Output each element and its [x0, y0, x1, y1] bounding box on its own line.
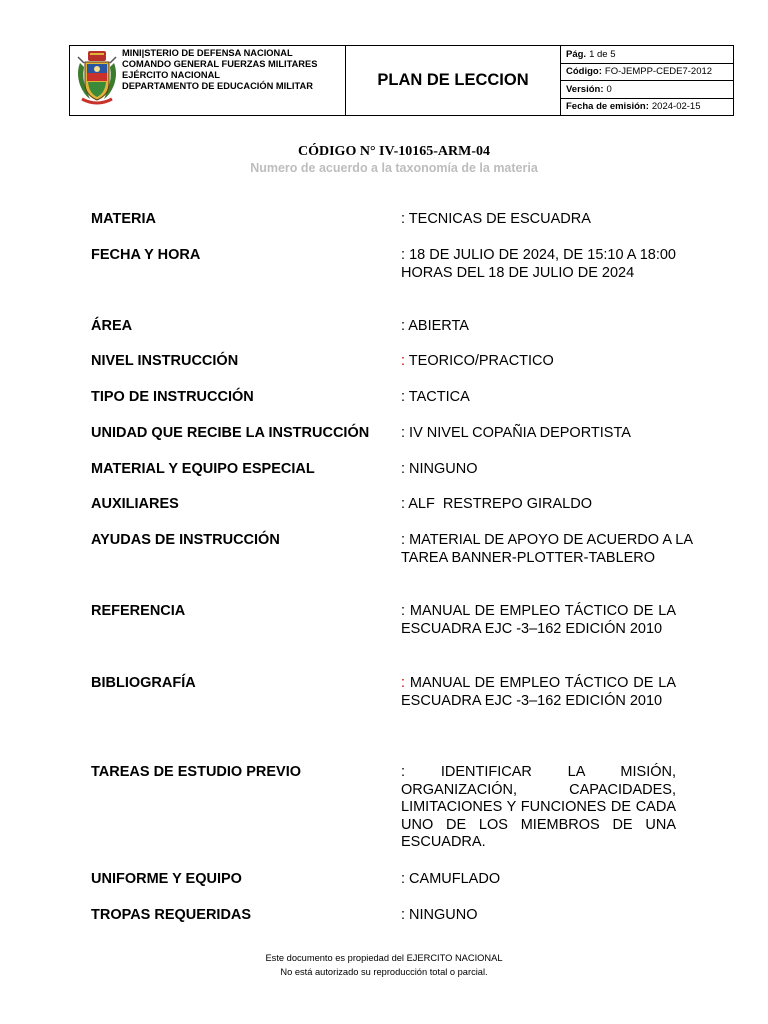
field-label: UNIDAD QUE RECIBE LA INSTRUCCIÓN — [91, 425, 370, 441]
meta-value: 1 de 5 — [589, 48, 616, 60]
organization-name — [122, 48, 317, 92]
meta-version — [561, 81, 733, 99]
meta-label: Versión: — [566, 83, 604, 95]
field-value: : MATERIAL DE APOYO DE ACUERDO A LA TAREA BANNER-PLOTTER-TABLERO — [401, 532, 693, 566]
lesson-code: CÓDIGO N° IV-10165-ARM-04 — [298, 144, 490, 159]
field-label: TAREAS DE ESTUDIO PREVIO — [91, 764, 302, 780]
org-line: COMANDO GENERAL FUERZAS MILITARES — [122, 59, 318, 69]
meta-label: Pág. — [566, 48, 587, 60]
org-line: EJÉRCITO NACIONAL — [122, 70, 220, 80]
field-value: : NINGUNO — [401, 461, 478, 477]
taxonomy-subtitle: Numero de acuerdo a la taxonomía de la materia — [250, 161, 538, 175]
field-label: REFERENCIA — [91, 603, 186, 619]
document-title: PLAN DE LECCION — [346, 46, 561, 115]
field-value: : CAMUFLADO — [401, 871, 501, 887]
field-value: : IV NIVEL COPAÑIA DEPORTISTA — [401, 425, 631, 441]
field-label: UNIFORME Y EQUIPO — [91, 871, 242, 887]
field-value: : NINGUNO — [401, 907, 478, 923]
field-label: TROPAS REQUERIDAS — [91, 907, 252, 923]
field-value: : IDENTIFICAR LA MISIÓN, ORGANIZACIÓN, CAPACIDADES, LIMITACIONES Y FUNCIONES DE CADA UNO DE LOS MIEMBROS DE UNA ESCUADRA. — [401, 764, 676, 850]
field-label: BIBLIOGRAFÍA — [91, 675, 196, 691]
field-label: NIVEL INSTRUCCIÓN — [91, 353, 239, 369]
field-value: : TACTICA — [401, 389, 470, 405]
field-value: : ABIERTA — [401, 318, 469, 334]
field-label: TIPO DE INSTRUCCIÓN — [91, 389, 254, 405]
field-label: MATERIA — [91, 211, 156, 227]
field-label: MATERIAL Y EQUIPO ESPECIAL — [91, 461, 315, 477]
document-meta — [561, 46, 733, 115]
field-value: : TEORICO/PRACTICO — [401, 353, 554, 369]
field-label: AUXILIARES — [91, 496, 179, 512]
field-value: : MANUAL DE EMPLEO TÁCTICO DE LA ESCUADRA EJC -3–162 EDICIÓN 2010 — [401, 603, 676, 637]
meta-page — [561, 46, 733, 64]
meta-label: Código: — [566, 66, 602, 78]
meta-value: FO-JEMPP-CEDE7-2012 — [604, 66, 713, 78]
field-value: : 18 DE JULIO DE 2024, DE 15:10 A 18:00 HORAS DEL 18 DE JULIO DE 2024 — [401, 247, 676, 281]
meta-code — [561, 64, 733, 82]
meta-issue-date — [561, 99, 733, 116]
footer-line: No está autorizado su reproducción total o parcial. — [280, 967, 488, 977]
field-value: : MANUAL DE EMPLEO TÁCTICO DE LA ESCUADRA EJC -3–162 EDICIÓN 2010 — [401, 675, 676, 709]
field-label: FECHA Y HORA — [91, 247, 201, 263]
army-coat-of-arms-logo — [76, 49, 118, 105]
document-header — [69, 45, 734, 116]
meta-value: 0 — [606, 83, 612, 95]
meta-label: Fecha de emisión: — [566, 101, 649, 113]
meta-value: 2024-02-15 — [651, 101, 701, 113]
field-value: : ALF RESTREPO GIRALDO — [401, 496, 592, 512]
page-footer — [0, 951, 768, 979]
org-line: DEPARTAMENTO DE EDUCACIÓN MILITAR — [122, 81, 313, 91]
org-line: MINI|STERIO DE DEFENSA NACIONAL — [122, 48, 293, 58]
field-value: : TECNICAS DE ESCUADRA — [401, 211, 591, 227]
field-label: ÁREA — [91, 318, 133, 334]
footer-line: Este documento es propiedad del EJERCITO NACIONAL — [265, 953, 503, 963]
field-label: AYUDAS DE INSTRUCCIÓN — [91, 532, 280, 548]
header-organization-cell — [70, 46, 346, 115]
